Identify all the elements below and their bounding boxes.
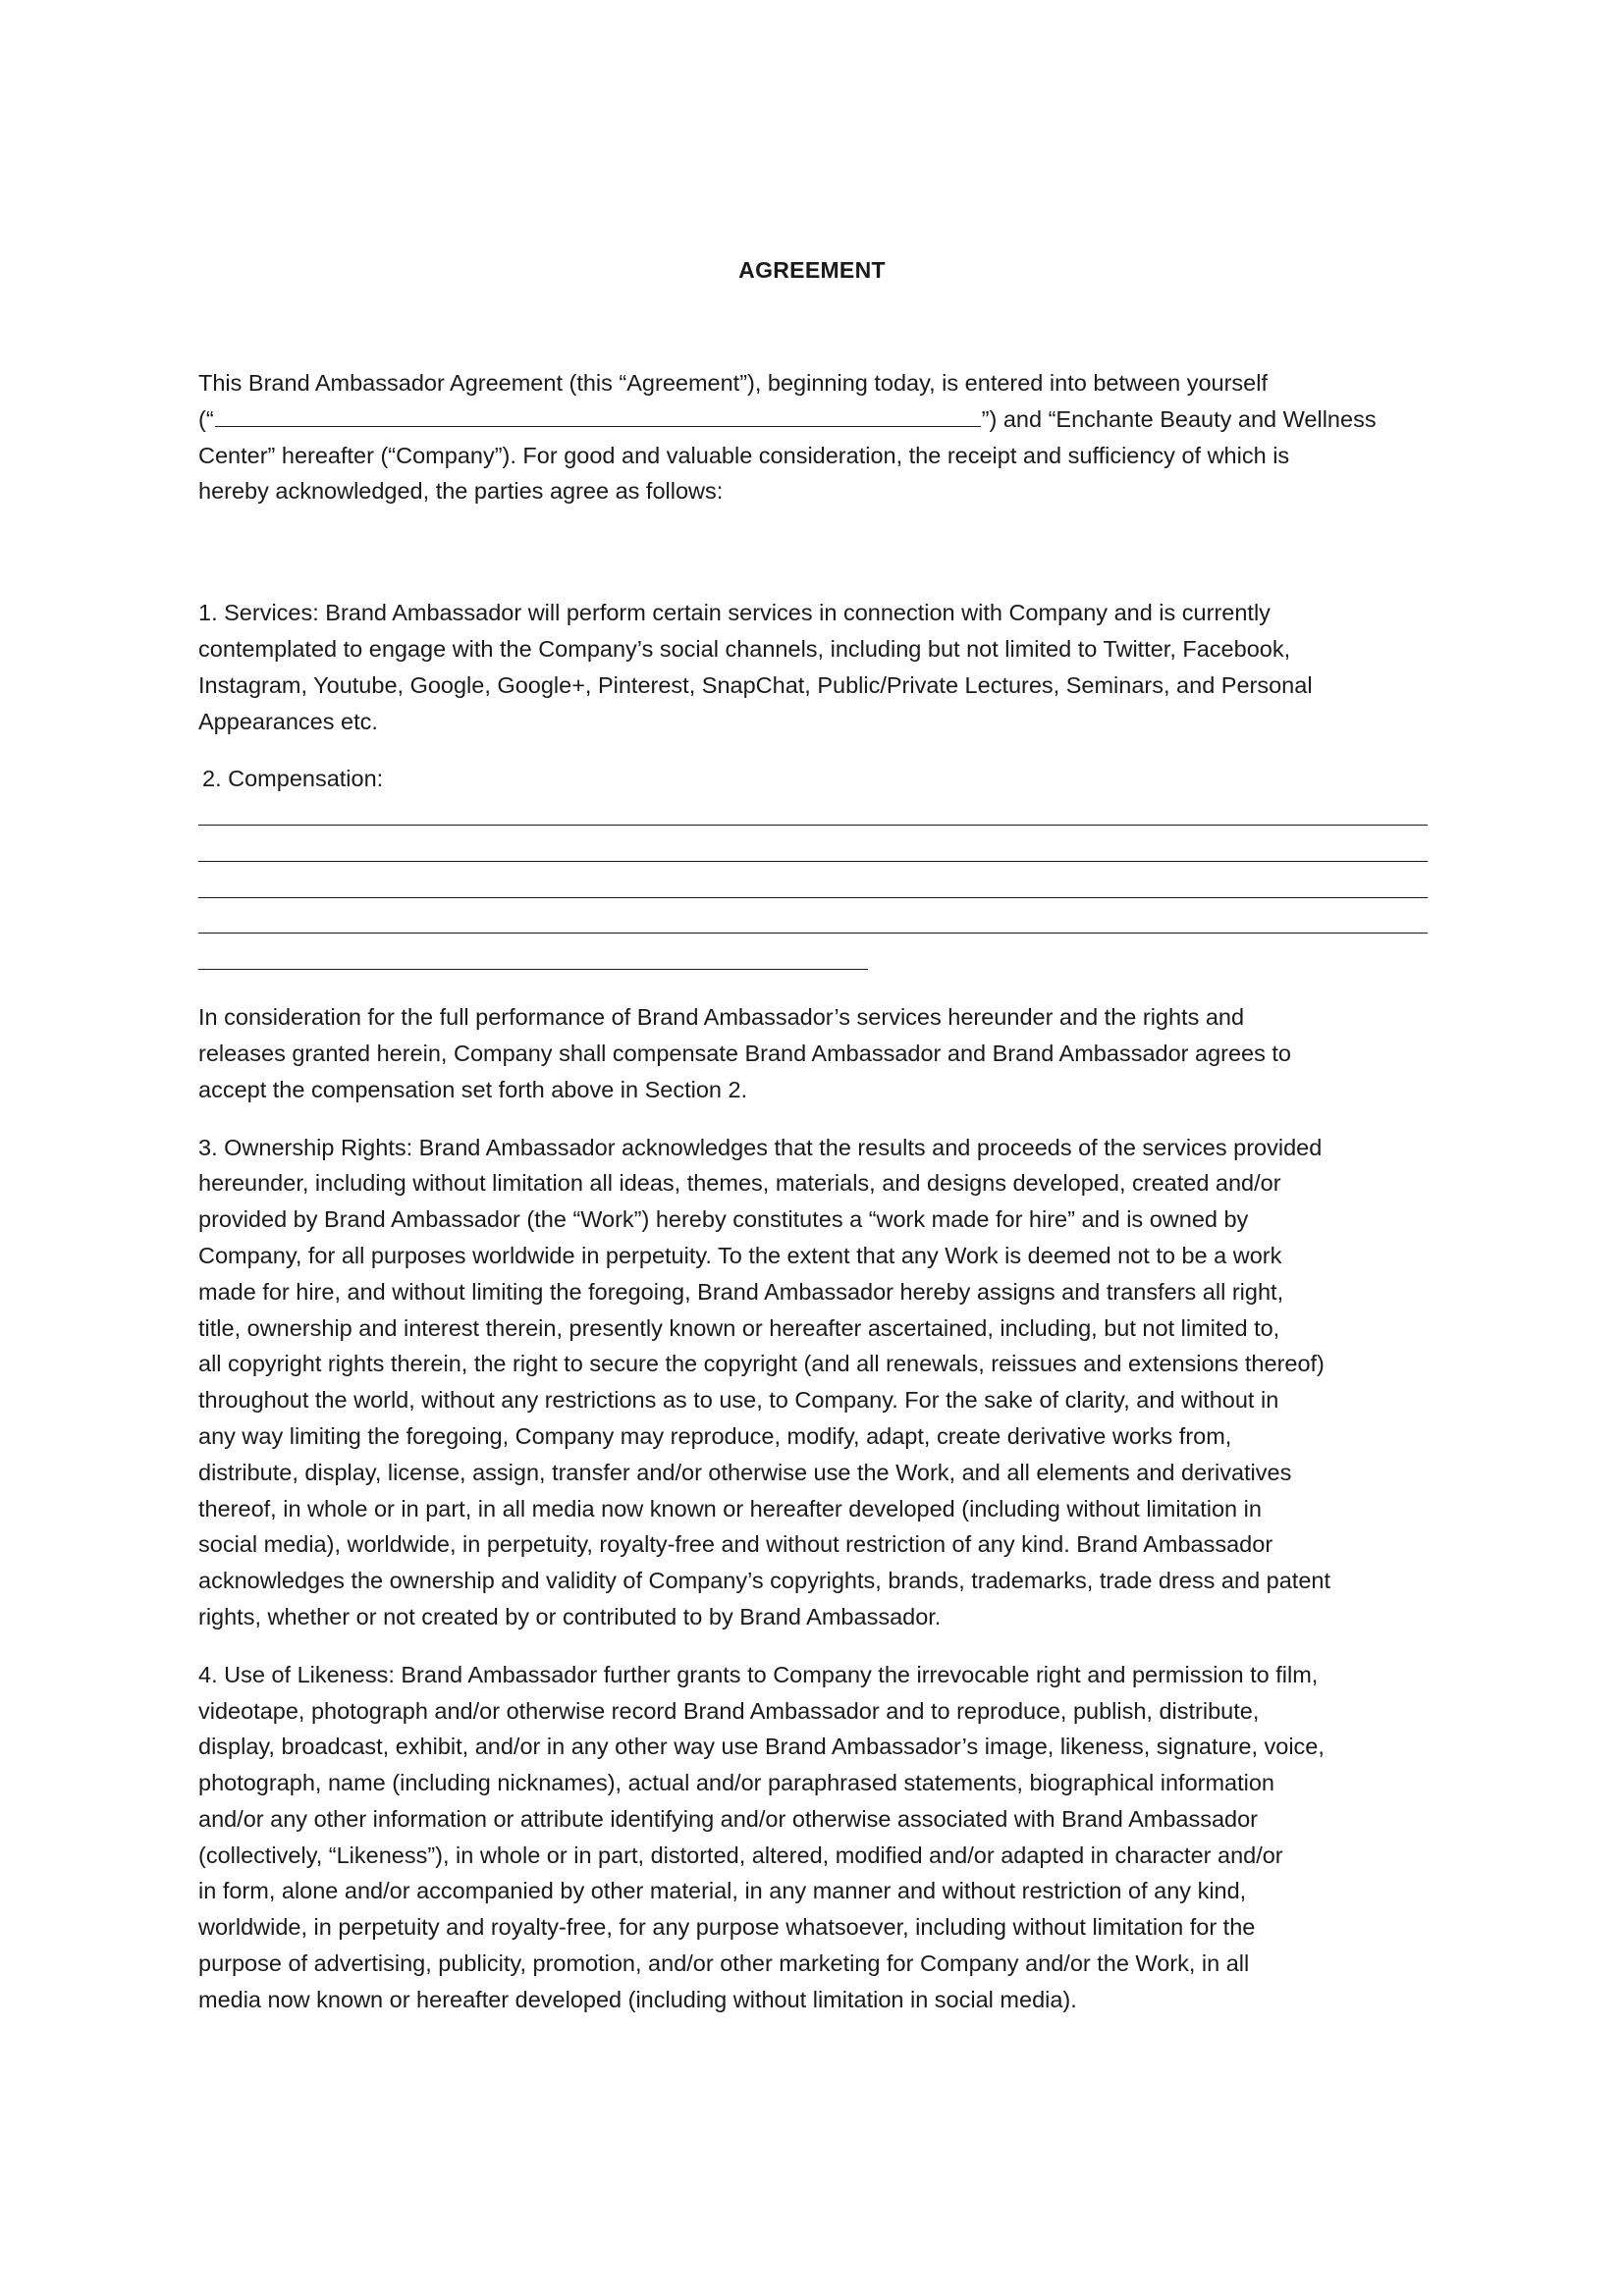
intro-line: Center” hereafter (“Company”). For good and valuable consideration, the receipt and sufficiency of which is <box>198 442 1290 468</box>
document-title: AGREEMENT <box>738 257 886 283</box>
section-line: throughout the world, without any restrictions as to use, to Company. For the sake of clarity, and without in <box>198 1387 1279 1414</box>
intro-line: hereby acknowledged, the parties agree as follows: <box>198 478 724 505</box>
section-line: thereof, in whole or in part, in all media now known or hereafter developed (including without limitation in <box>198 1495 1262 1522</box>
section-line: provided by Brand Ambassador (the “Work”) hereby constitutes a “work made for hire” and is owned by <box>198 1206 1249 1233</box>
section-line: 4. Use of Likeness: Brand Ambassador further grants to Company the irrevocable right and permission to film, <box>198 1661 1319 1687</box>
section-line: accept the compensation set forth above in Section 2. <box>198 1076 748 1102</box>
section-line: Appearances etc. <box>198 708 378 734</box>
section-line: In consideration for the full performance of Brand Ambassador’s services hereunder and the rights and <box>198 1004 1245 1031</box>
spacer <box>198 509 1437 595</box>
section-line: 1. Services: Brand Ambassador will perform certain services in connection with Company and is currently <box>198 600 1271 626</box>
section-line: 3. Ownership Rights: Brand Ambassador acknowledges that the results and proceeds of the services provided <box>198 1134 1323 1160</box>
document-body <box>198 365 1437 2018</box>
section-line: made for hire, and without limiting the foregoing, Brand Ambassador hereby assigns and transfers all right, <box>198 1278 1284 1305</box>
section-line: Instagram, Youtube, Google, Google+, Pinterest, SnapChat, Public/Private Lectures, Seminars, and Personal <box>198 671 1313 698</box>
compensation-blank-line[interactable] <box>198 870 1437 906</box>
section-line: videotape, photograph and/or otherwise record Brand Ambassador and to reproduce, publish, distribute, <box>198 1697 1260 1724</box>
section-line: worldwide, in perpetuity and royalty-free, for any purpose whatsoever, including without limitation for the <box>198 1914 1256 1941</box>
intro-open-quote: (“ <box>198 405 214 432</box>
intro-line: This Brand Ambassador Agreement (this “Agreement”), beginning today, is entered into between yourself <box>198 370 1268 396</box>
compensation-blank-line[interactable] <box>198 833 1437 870</box>
intro-paragraph <box>198 365 1437 509</box>
section-line: title, ownership and interest therein, presently known or hereafter ascertained, including, but not limited to, <box>198 1314 1280 1341</box>
section-line: all copyright rights therein, the right to secure the copyright (and all renewals, reissues and extensions thereof) <box>198 1351 1325 1377</box>
section-line: media now known or hereafter developed (including without limitation in social media). <box>198 1986 1077 2012</box>
section-ownership-rights <box>198 1130 1437 1635</box>
section-line: Company, for all purposes worldwide in perpetuity. To the extent that any Work is deemed not to be a work <box>198 1242 1282 1268</box>
section-compensation <box>198 761 1437 978</box>
section-line: releases granted herein, Company shall compensate Brand Ambassador and Brand Ambassador agrees to <box>198 1040 1291 1066</box>
section-line: and/or any other information or attribute identifying and/or otherwise associated with Brand Ambassador <box>198 1805 1258 1832</box>
intro-line-party <box>198 401 1437 438</box>
section-line: distribute, display, license, assign, transfer and/or otherwise use the Work, and all elements and derivatives <box>198 1459 1292 1485</box>
section-line: acknowledges the ownership and validity of Company’s copyrights, brands, trademarks, trade dress and patent <box>198 1568 1331 1594</box>
section-services <box>198 595 1437 739</box>
section-line: social media), worldwide, in perpetuity, royalty-free and without restriction of any kind. Brand Ambassador <box>198 1531 1273 1558</box>
spacer <box>198 739 1437 761</box>
section-line: hereunder, including without limitation all ideas, themes, materials, and designs developed, created and/or <box>198 1170 1281 1197</box>
section-use-of-likeness <box>198 1657 1437 2018</box>
section-line: (collectively, “Likeness”), in whole or in part, distorted, altered, modified and/or adapted in character and/or <box>198 1842 1283 1868</box>
section-line: any way limiting the foregoing, Company may reproduce, modify, adapt, create derivative works from, <box>198 1422 1232 1449</box>
spacer <box>198 1108 1437 1130</box>
section-line: rights, whether or not created by or contributed to by Brand Ambassador. <box>198 1603 942 1629</box>
section-line: contemplated to engage with the Company’s social channels, including but not limited to Twitter, Facebook, <box>198 635 1291 662</box>
compensation-blank-line[interactable] <box>198 797 1437 833</box>
section-line: photograph, name (including nicknames), actual and/or paraphrased statements, biographical information <box>198 1770 1274 1796</box>
compensation-blank-line[interactable] <box>198 941 1437 978</box>
section-line: purpose of advertising, publicity, promotion, and/or other marketing for Company and/or the Work, in all <box>198 1950 1250 1977</box>
spacer <box>198 978 1437 999</box>
compensation-blank-line[interactable] <box>198 906 1437 942</box>
compensation-consideration <box>198 999 1437 1107</box>
spacer <box>198 1635 1437 1657</box>
section-line: in form, alone and/or accompanied by other material, in any manner and without restriction of any kind, <box>198 1878 1247 1904</box>
compensation-heading: 2. Compensation: <box>202 766 384 792</box>
section-line: display, broadcast, exhibit, and/or in any other way use Brand Ambassador’s image, likeness, signature, voice, <box>198 1734 1325 1760</box>
party-name-blank[interactable] <box>215 408 981 427</box>
intro-party-suffix: ”) and “Enchante Beauty and Wellness <box>981 405 1377 432</box>
